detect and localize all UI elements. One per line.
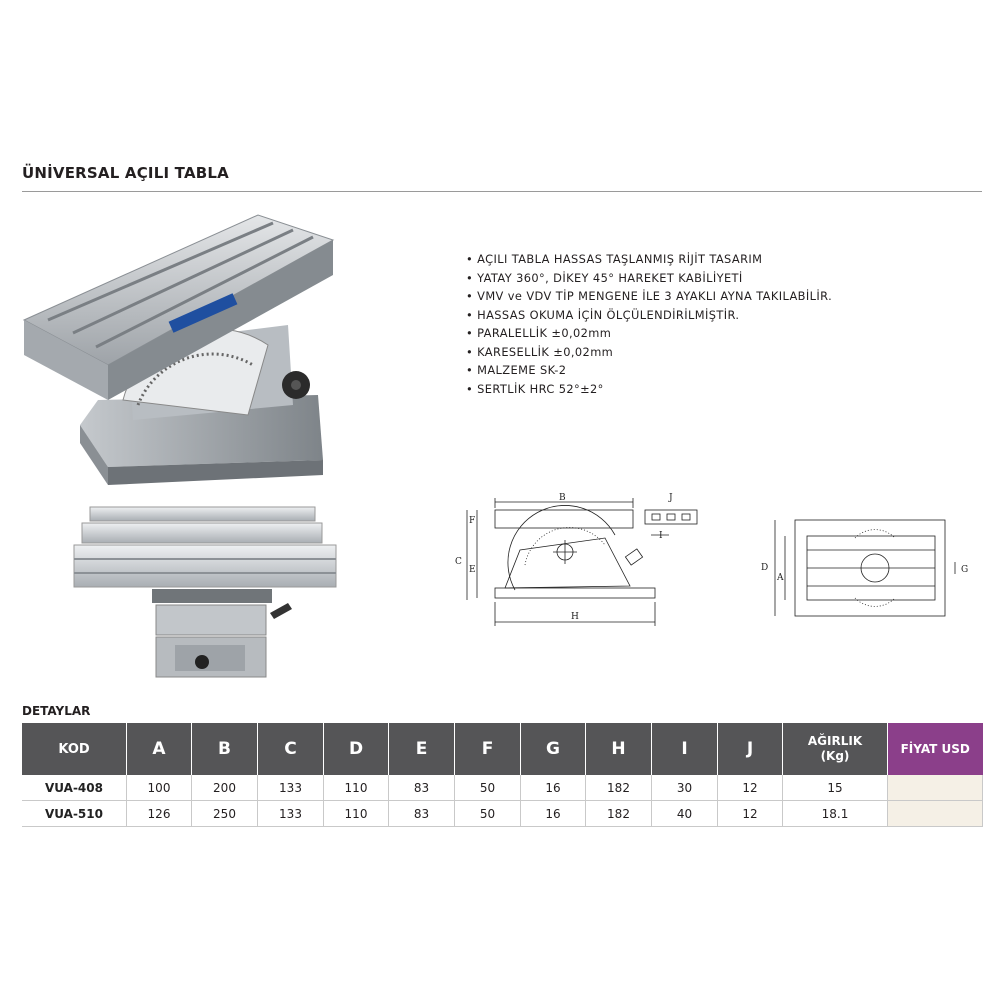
feature-item: • KARESELLİK ±0,02mm [466, 343, 832, 362]
cell-c: 133 [258, 775, 324, 801]
cell-price [888, 775, 983, 801]
header-c: C [258, 723, 324, 775]
cell-b: 200 [192, 775, 258, 801]
header-kod: KOD [22, 723, 127, 775]
feature-item: • SERTLİK HRC 52°±2° [466, 380, 832, 399]
cell-price [888, 801, 983, 827]
table-row [22, 775, 983, 801]
spec-table [22, 723, 983, 827]
dim-label-i: I [659, 531, 663, 541]
header-b: B [192, 723, 258, 775]
cell-h: 182 [586, 775, 652, 801]
header-weight [783, 723, 888, 775]
cell-d: 110 [324, 775, 389, 801]
header-h: H [586, 723, 652, 775]
front-table-photo [70, 505, 340, 685]
dim-label-j: J [669, 493, 673, 503]
dim-label-d: D [761, 563, 769, 573]
dim-label-c: C [455, 557, 462, 567]
cell-e: 83 [389, 801, 455, 827]
header-a: A [127, 723, 192, 775]
feature-item: • PARALELLİK ±0,02mm [466, 324, 832, 343]
header-f: F [455, 723, 521, 775]
cell-f: 50 [455, 775, 521, 801]
feature-item: • HASSAS OKUMA İÇİN ÖLÇÜLENDİRİLMİŞTİR. [466, 306, 832, 325]
cell-j: 12 [718, 775, 783, 801]
tilted-table-photo [18, 205, 338, 490]
cell-weight: 18.1 [783, 801, 888, 827]
title-divider [22, 191, 982, 192]
cell-weight: 15 [783, 775, 888, 801]
header-d: D [324, 723, 389, 775]
dim-label-h: H [571, 612, 579, 622]
cell-e: 83 [389, 775, 455, 801]
cell-g: 16 [521, 775, 586, 801]
cell-i: 40 [652, 801, 718, 827]
dim-label-f: F [469, 516, 476, 526]
feature-item: • VMV ve VDV TİP MENGENE İLE 3 AYAKLI AYNA TAKILABİLİR. [466, 287, 832, 306]
dim-label-a: A [777, 573, 784, 583]
cell-b: 250 [192, 801, 258, 827]
header-e: E [389, 723, 455, 775]
header-i: I [652, 723, 718, 775]
header-weight-line2: (Kg) [820, 749, 850, 763]
header-j: J [718, 723, 783, 775]
cell-j: 12 [718, 801, 783, 827]
dim-label-e: E [469, 565, 476, 575]
cell-a: 100 [127, 775, 192, 801]
dim-label-b: B [559, 493, 566, 503]
cell-i: 30 [652, 775, 718, 801]
feature-item: • AÇILI TABLA HASSAS TAŞLANMIŞ RİJİT TASARIM [466, 250, 832, 269]
top-view-drawing [755, 510, 985, 625]
header-g: G [521, 723, 586, 775]
cell-code: VUA-510 [22, 801, 127, 827]
cell-f: 50 [455, 801, 521, 827]
feature-item: • MALZEME SK-2 [466, 361, 832, 380]
cell-code: VUA-408 [22, 775, 127, 801]
feature-list [466, 250, 832, 398]
side-view-drawing [455, 490, 715, 630]
dim-label-g: G [961, 565, 969, 575]
table-row [22, 801, 983, 827]
details-label: DETAYLAR [22, 704, 91, 718]
header-weight-line1: AĞIRLIK [807, 734, 863, 748]
cell-g: 16 [521, 801, 586, 827]
header-price: FİYAT USD [888, 723, 983, 775]
feature-item: • YATAY 360°, DİKEY 45° HAREKET KABİLİYETİ [466, 269, 832, 288]
cell-c: 133 [258, 801, 324, 827]
page-title: ÜNİVERSAL AÇILI TABLA [22, 164, 229, 182]
cell-d: 110 [324, 801, 389, 827]
spec-header-row [22, 723, 983, 775]
cell-a: 126 [127, 801, 192, 827]
cell-h: 182 [586, 801, 652, 827]
